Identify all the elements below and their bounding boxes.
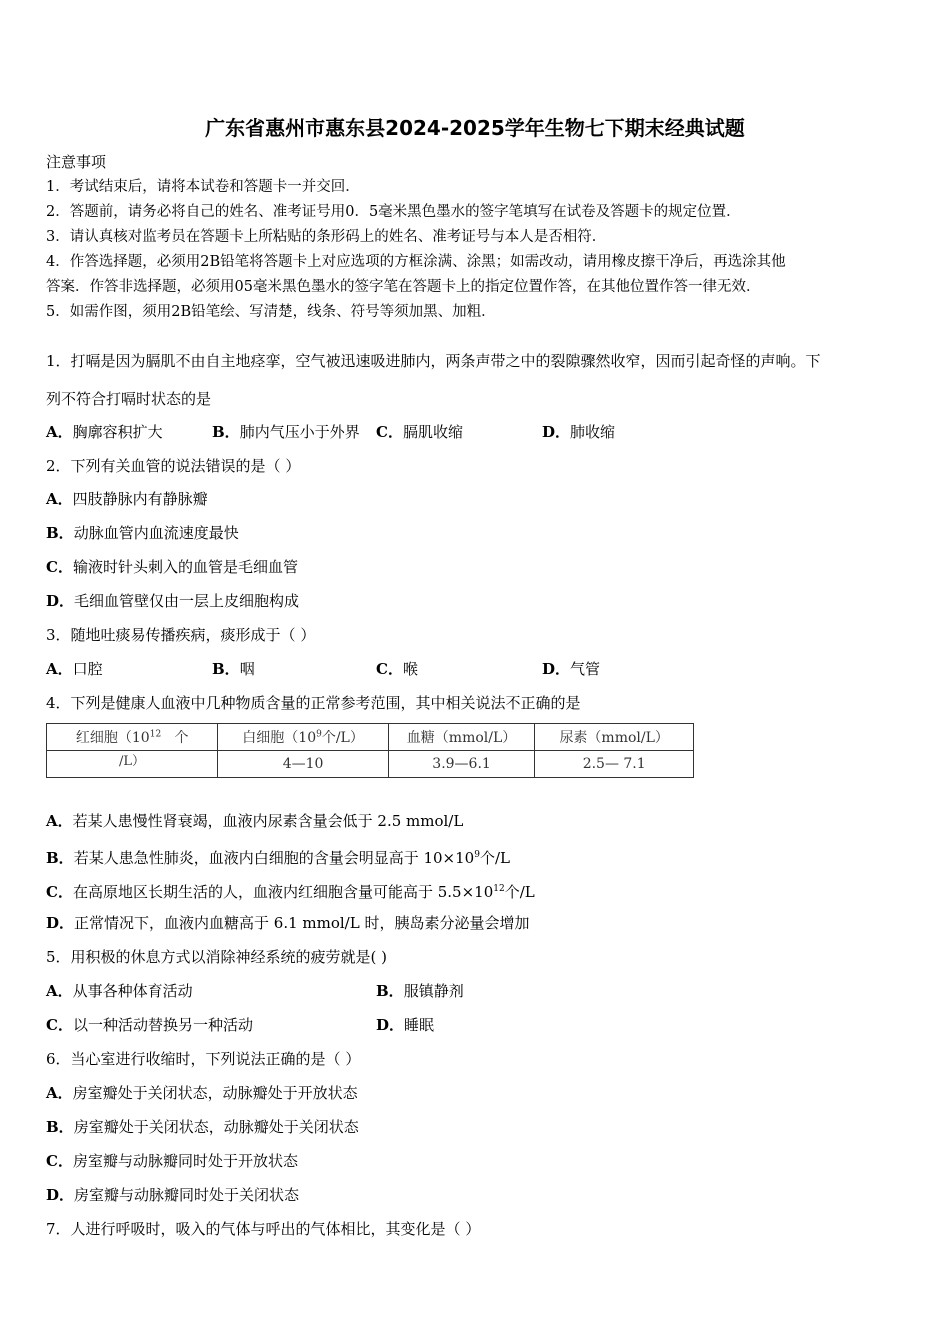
q1-stem-line1: 1．打嗝是因为膈肌不由自主地痉挛，空气被迅速吸进肺内，两条声带之中的裂隙骤然收窄，因而引起奇怪的声响。下 — [46, 352, 821, 370]
header-unit: /L） — [119, 754, 146, 769]
option-label: D． — [376, 1016, 405, 1034]
option-text: 输液时针头刺入的血管是毛细血管 — [72, 558, 298, 576]
q5-option-b — [376, 981, 464, 1001]
q3-stem: 3．随地吐痰易传播疾病，痰形成于（ ） — [46, 626, 316, 644]
option-text: 房室瓣处于关闭状态，动脉瓣处于开放状态 — [72, 1084, 358, 1102]
option-label: D． — [542, 660, 571, 678]
option-text: 个/L — [479, 849, 510, 867]
cell-blood-glucose: 3.9—6.1 — [388, 751, 535, 778]
q1-option-b — [212, 422, 360, 442]
option-text: 喉 — [402, 660, 418, 678]
option-label: D． — [46, 592, 75, 610]
option-text: 毛细血管壁仅由一层上皮细胞构成 — [74, 592, 300, 610]
q6-option-b — [46, 1117, 359, 1137]
option-label: C． — [46, 883, 73, 901]
q4-option-c — [46, 879, 535, 902]
q3-option-c — [376, 659, 418, 679]
option-label: B． — [376, 982, 404, 1000]
option-text: 房室瓣处于关闭状态，动脉瓣处于关闭状态 — [73, 1118, 359, 1136]
option-exponent: 9 — [474, 850, 480, 860]
option-text: 房室瓣与动脉瓣同时处于关闭状态 — [74, 1186, 300, 1204]
q6-option-a — [46, 1083, 358, 1103]
q5-option-d — [376, 1015, 434, 1035]
q1-option-c — [376, 422, 463, 442]
q1-stem-line2: 列不符合打嗝时状态的是 — [46, 390, 212, 408]
option-text: 动脉血管内血流速度最快 — [73, 524, 239, 542]
option-text: 四肢静脉内有静脉瓣 — [72, 490, 208, 508]
option-label: C． — [46, 1152, 73, 1170]
option-text: 肺内气压小于外界 — [239, 423, 360, 441]
option-text: 膈肌收缩 — [402, 423, 463, 441]
option-label: A． — [46, 490, 73, 508]
q2-option-d — [46, 591, 299, 611]
header-urea: 尿素（mmol/L） — [535, 724, 694, 751]
option-text: 以一种活动替换另一种活动 — [72, 1016, 253, 1034]
q3-option-a — [46, 659, 103, 679]
option-label: C． — [376, 423, 403, 441]
q2-option-a — [46, 489, 208, 509]
cell-white-blood-cell: 4—10 — [218, 751, 388, 778]
header-text: 个 — [174, 730, 189, 746]
q5-option-a — [46, 981, 193, 1001]
notice-item-4: 4．作答选择题，必须用2B铅笔将答题卡上对应选项的方框涂满、涂黑；如需改动，请用橡皮擦干净后，再选涂其他 — [46, 254, 786, 270]
header-blood-glucose: 血糖（mmol/L） — [388, 724, 535, 751]
q3-option-d — [542, 659, 600, 679]
option-text: 若某人患慢性肾衰竭，血液内尿素含量会低于 2.5 mmol/L — [72, 812, 464, 830]
option-text: 咽 — [239, 660, 255, 678]
option-exponent: 12 — [493, 884, 505, 894]
notice-item-5: 5．如需作图，须用2B铅笔绘、写清楚，线条、符号等须加黑、加粗． — [46, 304, 496, 320]
cell-urea: 2.5— 7.1 — [535, 751, 694, 778]
q4-option-b — [46, 845, 510, 868]
q5-stem: 5．用积极的休息方式以消除神经系统的疲劳就是( ) — [46, 948, 388, 966]
table-header-row — [47, 724, 694, 751]
option-label: A． — [46, 982, 73, 1000]
q2-stem: 2．下列有关血管的说法错误的是（ ） — [46, 457, 301, 475]
option-label: B． — [46, 1118, 74, 1136]
option-text: 气管 — [570, 660, 601, 678]
q2-option-c — [46, 557, 298, 577]
option-text: 从事各种体育活动 — [72, 982, 193, 1000]
notice-heading: 注意事项 — [46, 153, 107, 171]
header-white-blood-cell — [218, 724, 388, 751]
q6-option-d — [46, 1185, 299, 1205]
option-label: A． — [46, 660, 73, 678]
header-text: 红细胞（10 — [75, 730, 150, 746]
option-label: C． — [46, 1016, 73, 1034]
option-text: 个/L — [504, 883, 535, 901]
notice-item-4-cont: 答案．作答非选择题，必须用05毫米黑色墨水的签字笔在答题卡上的指定位置作答，在其他位置作答一律无效． — [46, 279, 761, 295]
header-text: 白细胞（10 — [242, 730, 317, 746]
q1-option-a — [46, 422, 163, 442]
option-text: 胸廓容积扩大 — [72, 423, 163, 441]
option-label: B． — [212, 423, 240, 441]
option-label: B． — [46, 524, 74, 542]
option-text: 服镇静剂 — [403, 982, 464, 1000]
q3-option-b — [212, 659, 255, 679]
header-exponent: 9 — [316, 729, 322, 740]
header-text: 个/L） — [321, 730, 364, 746]
q6-stem: 6．当心室进行收缩时，下列说法正确的是（ ） — [46, 1050, 361, 1068]
option-label: A． — [46, 1084, 73, 1102]
option-label: D． — [542, 423, 571, 441]
option-label: D． — [46, 1186, 75, 1204]
option-label: D． — [46, 914, 75, 932]
q7-stem: 7．人进行呼吸时，吸入的气体与呼出的气体相比，其变化是（ ） — [46, 1220, 481, 1238]
q1-option-d — [542, 422, 615, 442]
q4-option-d — [46, 913, 529, 933]
option-text: 肺收缩 — [570, 423, 616, 441]
q5-option-c — [46, 1015, 253, 1035]
page-title: 广东省惠州市惠东县2024-2025学年生物七下期末经典试题 — [205, 116, 745, 140]
blood-reference-table — [46, 723, 694, 778]
option-label: C． — [46, 558, 73, 576]
option-label: C． — [376, 660, 403, 678]
option-label: A． — [46, 812, 73, 830]
option-text: 房室瓣与动脉瓣同时处于开放状态 — [72, 1152, 298, 1170]
option-label: B． — [46, 849, 74, 867]
option-label: A． — [46, 423, 73, 441]
notice-item-3: 3．请认真核对监考员在答题卡上所粘贴的条形码上的姓名、准考证号与本人是否相符． — [46, 229, 607, 245]
option-text: 正常情况下，血液内血糖高于 6.1 mmol/L 时，胰岛素分泌量会增加 — [74, 914, 530, 932]
option-text: 口腔 — [72, 660, 103, 678]
q6-option-c — [46, 1151, 298, 1171]
header-red-blood-cell — [47, 724, 218, 769]
notice-item-1: 1．考试结束后，请将本试卷和答题卡一并交回． — [46, 179, 360, 195]
header-exponent: 12 — [149, 729, 162, 740]
option-text: 睡眠 — [404, 1016, 435, 1034]
option-text: 若某人患急性肺炎，血液内白细胞的含量会明显高于 10×10 — [73, 849, 475, 867]
q4-option-a — [46, 811, 463, 831]
option-label: B． — [212, 660, 240, 678]
q4-stem: 4．下列是健康人血液中几种物质含量的正常参考范围，其中相关说法不正确的是 — [46, 694, 581, 712]
q2-option-b — [46, 523, 239, 543]
notice-item-2: 2．答题前，请务必将自己的姓名、准考证号用0．5毫米黑色墨水的签字笔填写在试卷及答题卡的规定位置． — [46, 204, 741, 220]
option-text: 在高原地区长期生活的人，血液内红细胞含量可能高于 5.5×10 — [72, 883, 494, 901]
